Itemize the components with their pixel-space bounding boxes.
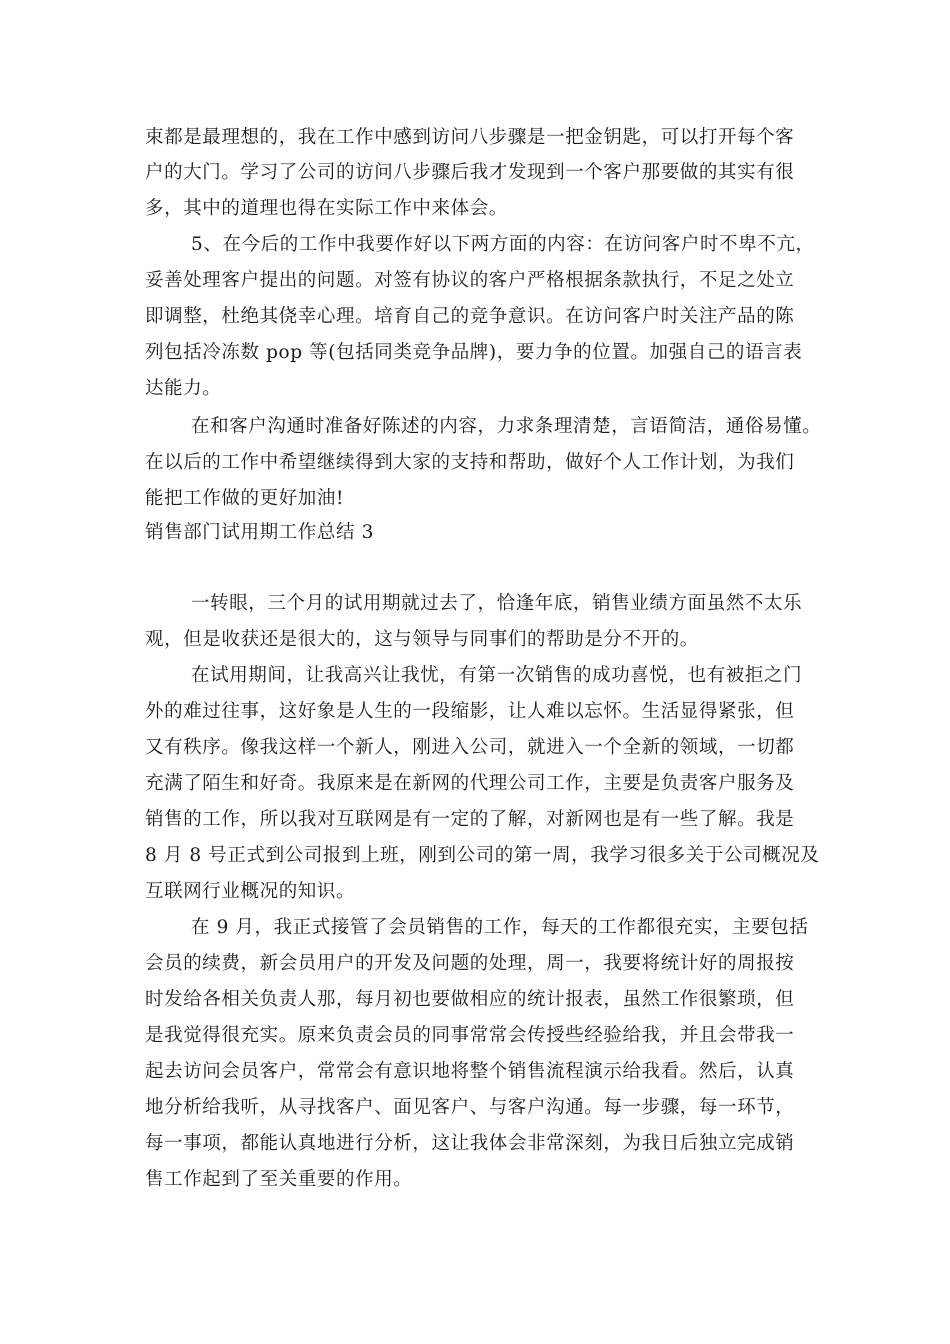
text-line: 8 月 8 号正式到公司报到上班，刚到公司的第一周，我学习很多关于公司概况及 [145,845,820,866]
text-line: 在和客户沟通时准备好陈述的内容，力求条理清楚，言语简洁，通俗易懂。 [191,416,822,437]
text-line: 销售的工作，所以我对互联网是有一定的了解，对新网也是有一些了解。我是 [145,809,795,830]
text-line: 在以后的工作中希望继续得到大家的支持和帮助，做好个人工作计划，为我们 [145,452,795,473]
text-line: 地分析给我听，从寻找客户、面见客户、与客户沟通。每一步骤，每一环节， [145,1097,795,1118]
text-line: 起去访问会员客户，常常会有意识地将整个销售流程演示给我看。然后，认真 [145,1061,795,1082]
text-line: 达能力。 [145,378,222,399]
text-line: 又有秩序。像我这样一个新人，刚进入公司，就进入一个全新的领域，一切都 [145,737,795,758]
text-line: 5、在今后的工作中我要作好以下两方面的内容：在访问客户时不卑不亢， [191,234,815,255]
text-line: 售工作起到了至关重要的作用。 [145,1169,413,1190]
text-line: 每一事项，都能认真地进行分析，这让我体会非常深刻，为我日后独立完成销 [145,1133,795,1154]
text-line: 是我觉得很充实。原来负责会员的同事常常会传授些经验给我，并且会带我一 [145,1025,795,1046]
text-line: 能把工作做的更好加油! [145,488,345,509]
text-line: 一转眼，三个月的试用期就过去了，恰逢年底，销售业绩方面虽然不太乐 [191,593,803,614]
section-heading: 销售部门试用期工作总结 3 [145,522,374,543]
text-line: 束都是最理想的，我在工作中感到访问八步骤是一把金钥匙，可以打开每个客 [145,127,795,148]
text-line: 妥善处理客户提出的问题。对签有协议的客户严格根据条款执行，不足之处立 [145,270,795,291]
text-line: 互联网行业概况的知识。 [145,881,356,902]
text-line: 在试用期间，让我高兴让我忧，有第一次销售的成功喜悦，也有被拒之门 [191,665,803,686]
text-line: 充满了陌生和好奇。我原来是在新网的代理公司工作，主要是负责客户服务及 [145,773,795,794]
text-line: 时发给各相关负责人那，每月初也要做相应的统计报表，虽然工作很繁琐，但 [145,989,795,1010]
text-line: 会员的续费，新会员用户的开发及问题的处理，周一，我要将统计好的周报按 [145,953,795,974]
text-line: 观，但是收获还是很大的，这与领导与同事们的帮助是分不开的。 [145,629,699,650]
text-line: 多，其中的道理也得在实际工作中来体会。 [145,198,508,219]
text-line: 在 9 月，我正式接管了会员销售的工作，每天的工作都很充实，主要包括 [191,917,809,938]
text-line: 即调整，杜绝其侥幸心理。培育自己的竞争意识。在访问客户时关注产品的陈 [145,306,795,327]
text-line: 外的难过往事，这好象是人生的一段缩影，让人难以忘怀。生活显得紧张，但 [145,701,795,722]
text-line: 户的大门。学习了公司的访问八步骤后我才发现到一个客户那要做的其实有很 [145,162,795,183]
text-line: 列包括冷冻数 pop 等(包括同类竞争品牌)，要力争的位置。加强自己的语言表 [145,342,803,363]
